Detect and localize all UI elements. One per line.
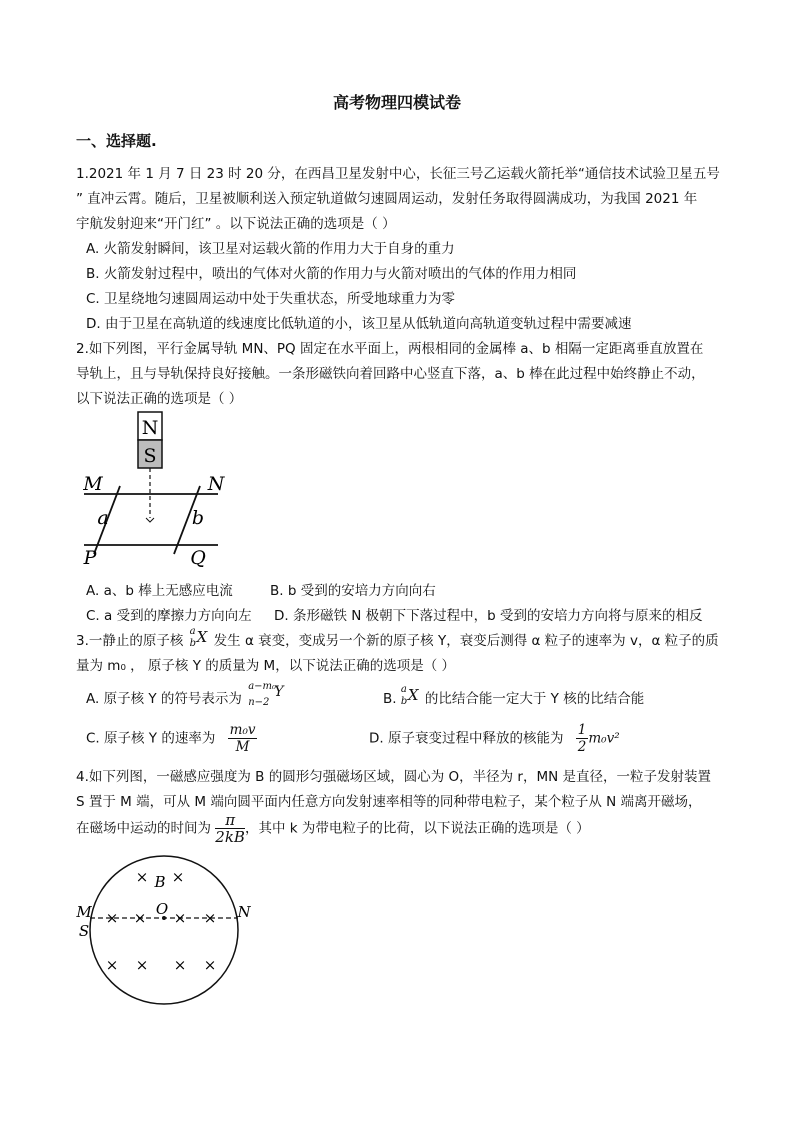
time-fraction: $\frac{\pi}{2kB}$: [215, 811, 245, 846]
q4-line-1: 4.如下列图，一磁感应强度为 B 的圆形匀强磁场区域，圆心为 O，半径为 r，MN 是直径，一粒子发射装置: [76, 769, 712, 785]
label-m: M: [76, 903, 92, 921]
energy-fraction: $\frac{1}{2}$: [577, 722, 587, 755]
q3-option-d: D. 原子衰变过程中释放的核能为 $\frac{1}{2}$ m₀v²: [369, 722, 620, 755]
cross-mark: ×: [135, 956, 149, 974]
q4-line-2: S 置于 M 端，可从 M 端向圆平面内任意方向发射速率相等的同种带电粒子，某个粒子从 N 端离开磁场，: [76, 794, 702, 810]
q2-option-b: B. b 受到的安培力方向向右: [270, 583, 436, 599]
label-q: Q: [190, 547, 206, 569]
nuclide-x-b: a b X: [400, 684, 419, 707]
q1-option-c: C. 卫星绕地匀速圆周运动中处于失重状态，所受地球重力为零: [86, 291, 456, 307]
q3-option-b: B. a b X 的比结合能一定大于 Y 核的比结合能: [383, 684, 645, 707]
q2-line-3: 以下说法正确的选项是（ ）: [76, 391, 243, 407]
q1-option-d: D. 由于卫星在高轨道的线速度比低轨道的小，该卫星从低轨道向高轨道变轨过程中需要减速: [86, 316, 632, 332]
nuclide-x: a b X: [189, 626, 208, 649]
q2-option-a: A. a、b 棒上无感应电流: [86, 583, 233, 599]
speed-fraction: $\frac{\text{m₀v}}{M}$: [229, 722, 256, 755]
q2-rails-magnet-figure: [76, 408, 246, 574]
cross-mark: ×: [203, 909, 217, 927]
q1-line-1: 1.2021 年 1 月 7 日 23 时 20 分，在西昌卫星发射中心，长征三号乙运载火箭托举“通信技术试验卫星五号: [76, 166, 720, 182]
section-heading: 一、选择题.: [76, 132, 157, 150]
q3-line-2: 量为 m₀ ， 原子核 Y 的质量为 M，以下说法正确的选项是（ ）: [76, 658, 455, 674]
q3-line-1: 3.一静止的原子核 a b X 发生 α 衰变，变成另一个新的原子核 Y，衰变后测得 α 粒子的速率为 v，α 粒子的质: [76, 626, 719, 649]
cross-mark: ×: [203, 956, 217, 974]
cross-mark: ×: [105, 956, 119, 974]
label-a: a: [97, 507, 109, 529]
label-n: N: [237, 903, 251, 921]
q2-option-d: D. 条形磁铁 N 极朝下下落过程中，b 受到的安培力方向将与原来的相反: [274, 608, 703, 624]
paper-title: 高考物理四模试卷: [332, 93, 461, 112]
label-b: b: [191, 507, 205, 529]
q1-line-3: 宇航发射迎来“开门红” 。以下说法正确的选项是（ ）: [76, 216, 396, 232]
label-center-o: O: [155, 900, 169, 918]
q2-line-2: 导轨上，且与导轨保持良好接触。一条形磁铁向着回路中心竖直下落，a、b 棒在此过程中始终静止不动，: [76, 366, 705, 382]
q3-option-c: C. 原子核 Y 的速率为 $\frac{\text{m₀v}}{M}$: [86, 722, 256, 755]
fall-arrow: [146, 518, 154, 522]
label-n: N: [207, 473, 225, 495]
label-field-b: B: [154, 873, 166, 891]
cross-mark: ×: [173, 909, 187, 927]
q3-option-a: A. 原子核 Y 的符号表示为 a−m₀ n−2 Y: [86, 687, 290, 707]
q1-line-2: ” 直冲云霄。随后，卫星被顺利送入预定轨道做匀速圆周运动，发射任务取得圆满成功，为我国 2021 年: [76, 191, 698, 207]
label-m: M: [83, 473, 103, 495]
q4-magnetic-field-figure: [76, 852, 256, 1012]
label-p: P: [83, 547, 97, 569]
nuclide-y: a−m₀ n−2 Y: [248, 681, 284, 708]
q1-option-b: B. 火箭发射过程中，喷出的气体对火箭的作用力与火箭对喷出的气体的作用力相同: [86, 266, 577, 282]
magnet-s-label: S: [143, 445, 157, 467]
cross-mark: ×: [135, 868, 149, 886]
q2-line-1: 2.如下列图，平行金属导轨 MN、PQ 固定在水平面上，两根相同的金属棒 a、b 相隔一定距离垂直放置在: [76, 341, 704, 357]
q4-line-3: 在磁场中运动的时间为 $\frac{\pi}{2kB}$ ，其中 k 为带电粒子的比荷，以下说法正确的选项是（ ）: [76, 811, 590, 846]
cross-mark: ×: [173, 956, 187, 974]
cross-mark: ×: [105, 909, 119, 927]
cross-mark: ×: [133, 909, 147, 927]
q1-option-a: A. 火箭发射瞬间，该卫星对运载火箭的作用力大于自身的重力: [86, 241, 455, 257]
q2-option-c: C. a 受到的摩擦力方向向左: [86, 608, 252, 624]
cross-mark: ×: [171, 868, 185, 886]
label-s: S: [78, 922, 90, 940]
magnet-n-label: N: [141, 417, 159, 439]
